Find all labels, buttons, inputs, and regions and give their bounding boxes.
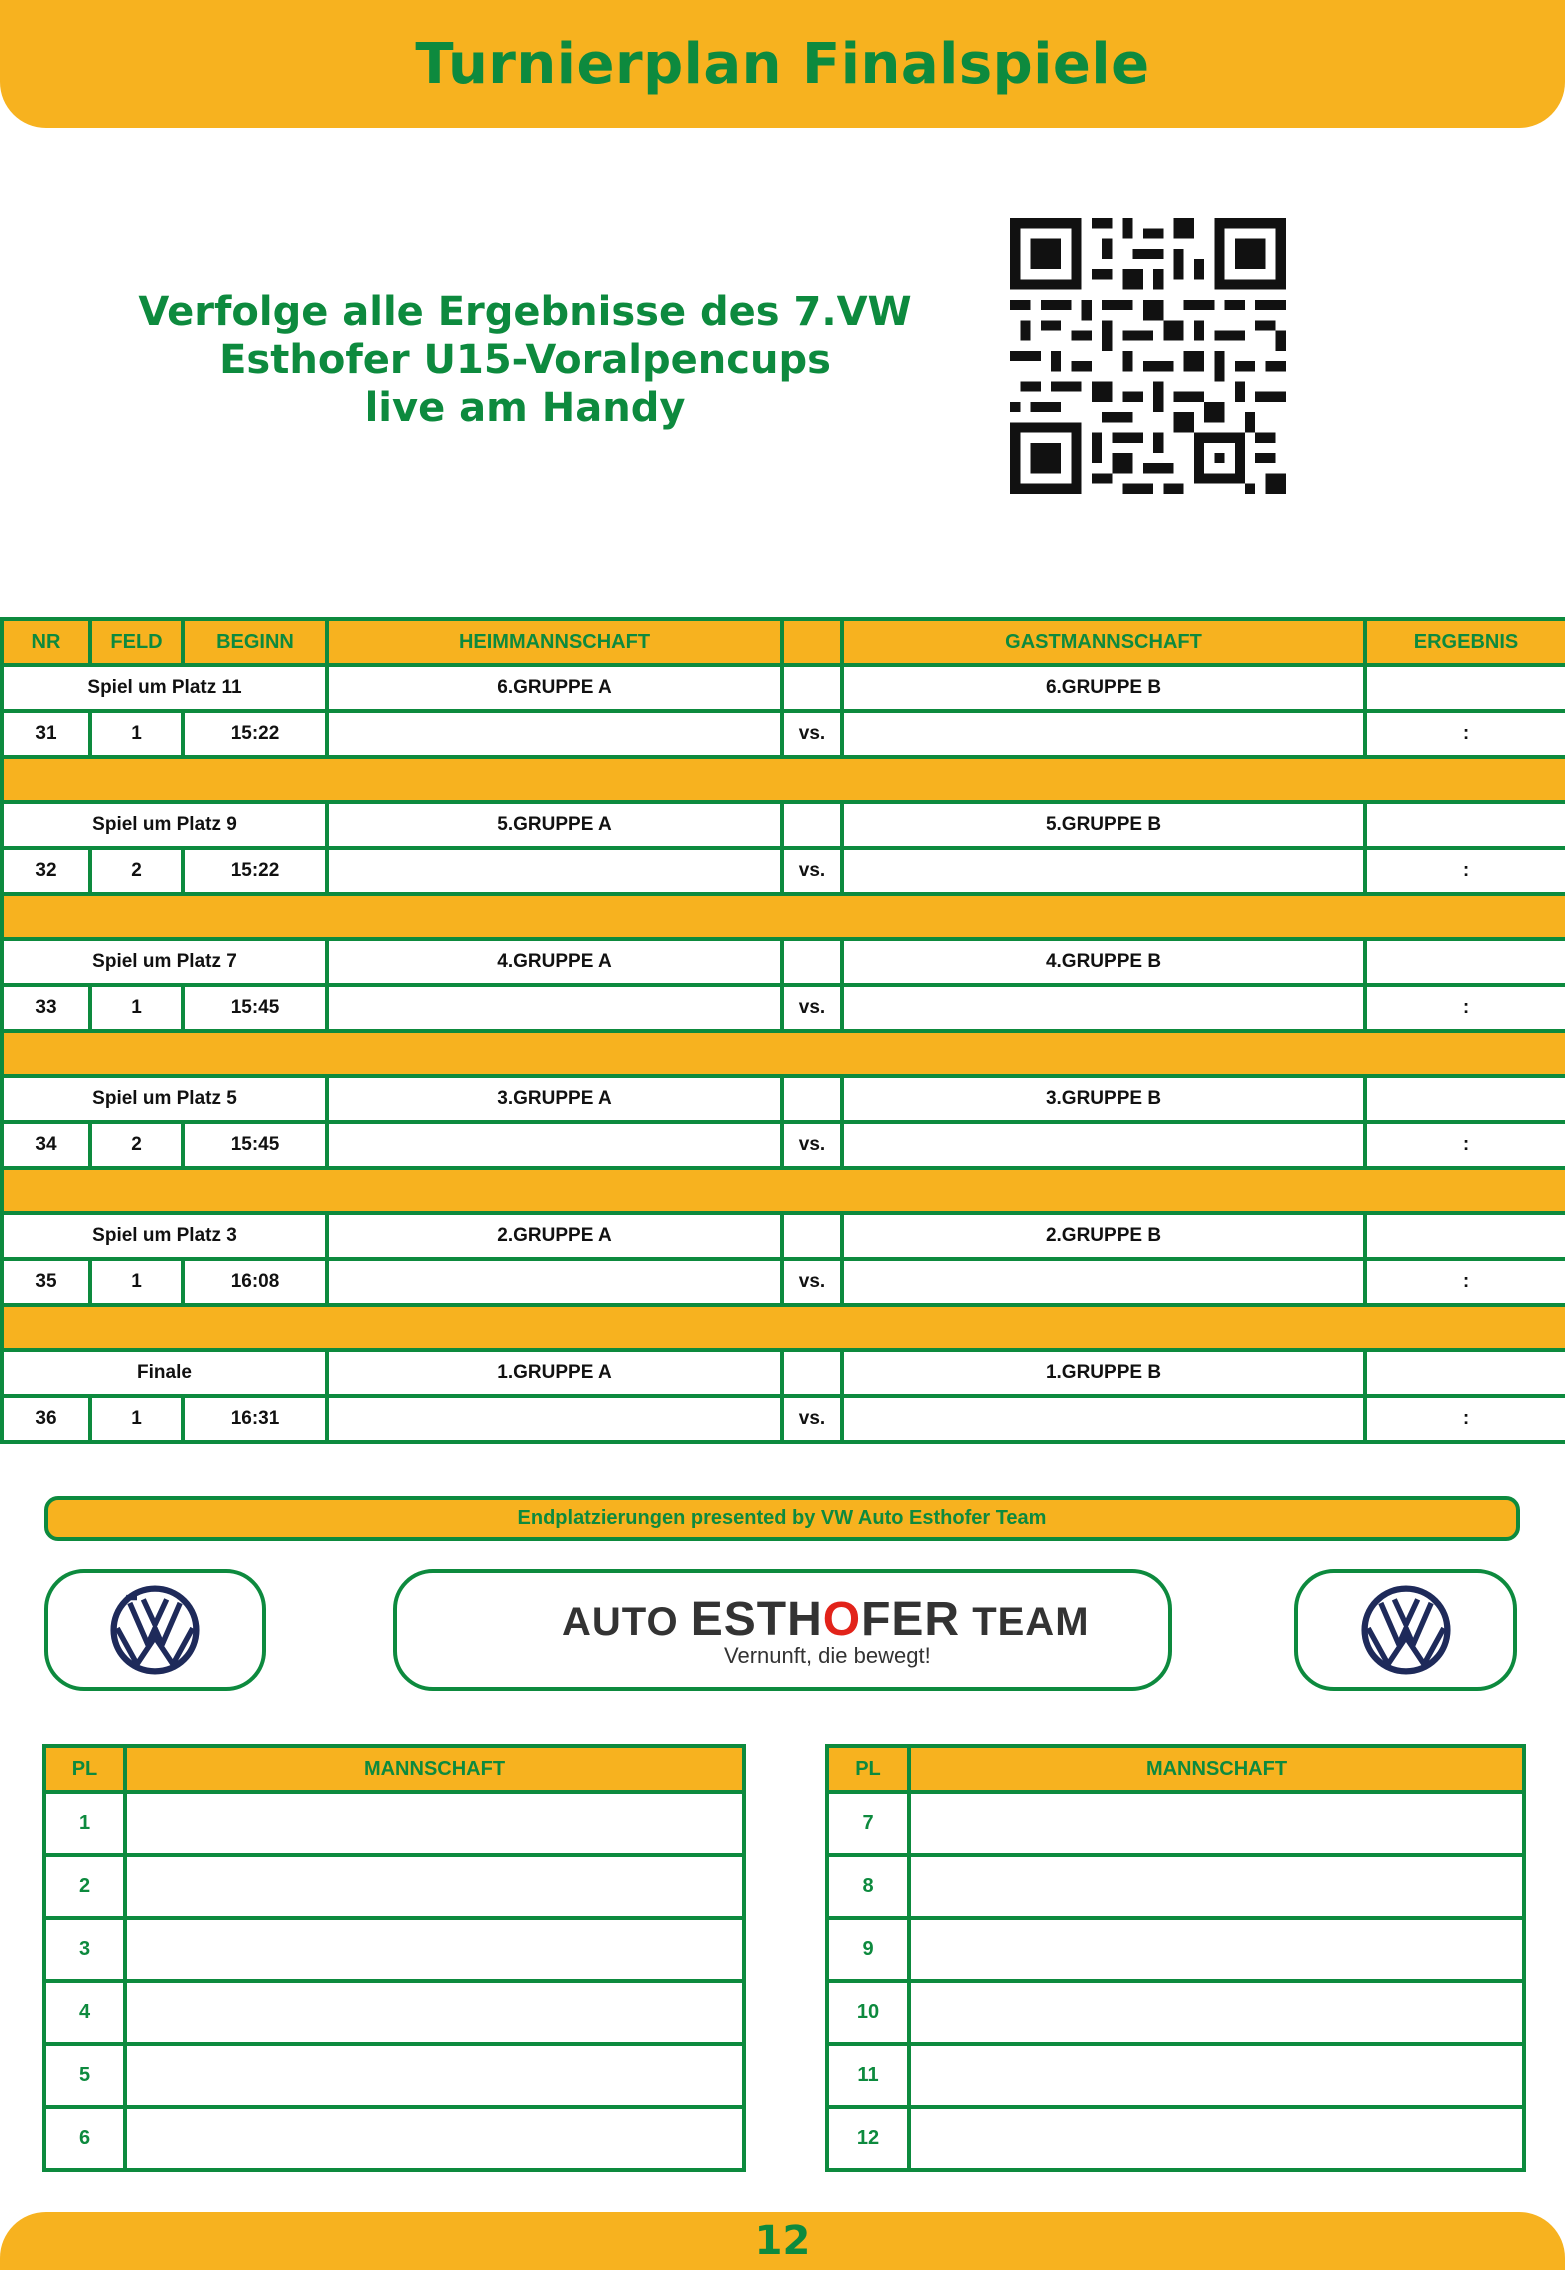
game-label: Spiel um Platz 11 <box>2 665 327 711</box>
table-header-row <box>2 619 1565 665</box>
result-field[interactable]: : <box>1365 1396 1565 1442</box>
game-row <box>2 1259 1565 1305</box>
game-row <box>2 1396 1565 1442</box>
placement-team-field[interactable] <box>909 2107 1524 2170</box>
game-feld: 2 <box>90 848 183 894</box>
page-footer <box>0 2212 1565 2270</box>
vw-logo-box-right <box>1294 1569 1517 1691</box>
result-cell-empty <box>1365 1350 1565 1396</box>
placement-team-field[interactable] <box>125 1918 744 1981</box>
home-team-field[interactable] <box>327 711 782 757</box>
placement-team-field[interactable] <box>909 1792 1524 1855</box>
game-nr: 33 <box>2 985 90 1031</box>
placement-row <box>44 1855 744 1918</box>
page-title: Turnierplan Finalspiele <box>415 31 1150 97</box>
game-label: Spiel um Platz 9 <box>2 802 327 848</box>
placement-header-row <box>44 1746 744 1792</box>
game-label-row <box>2 1350 1565 1396</box>
promo-text <box>110 288 940 432</box>
placement-header-team: MANNSCHAFT <box>125 1746 744 1792</box>
placement-row <box>44 2044 744 2107</box>
game-label-row <box>2 802 1565 848</box>
game-label-row <box>2 939 1565 985</box>
guest-team-field[interactable] <box>842 985 1365 1031</box>
game-label-row <box>2 1076 1565 1122</box>
separator <box>2 1168 1565 1213</box>
placement-row <box>44 2107 744 2170</box>
game-row <box>2 1122 1565 1168</box>
vw-logo-icon <box>1361 1585 1451 1675</box>
esthofer-logo-icon <box>562 1592 1090 1647</box>
separator <box>2 1305 1565 1350</box>
game-label: Spiel um Platz 3 <box>2 1213 327 1259</box>
guest-placeholder: 2.GRUPPE B <box>842 1213 1365 1259</box>
placement-rank: 8 <box>827 1855 909 1918</box>
result-cell-empty <box>1365 939 1565 985</box>
vs-label: vs. <box>782 1122 842 1168</box>
game-beginn: 16:31 <box>183 1396 327 1442</box>
placement-team-field[interactable] <box>909 1981 1524 2044</box>
placement-team-field[interactable] <box>909 2044 1524 2107</box>
vs-label: vs. <box>782 711 842 757</box>
placement-team-field[interactable] <box>125 1855 744 1918</box>
vs-cell-empty <box>782 939 842 985</box>
game-beginn: 15:22 <box>183 848 327 894</box>
result-cell-empty <box>1365 802 1565 848</box>
esthofer-logo-box <box>393 1569 1172 1691</box>
guest-team-field[interactable] <box>842 711 1365 757</box>
placement-row <box>827 1855 1524 1918</box>
esthofer-slogan: Vernunft, die bewegt! <box>724 1642 931 1668</box>
separator-row <box>2 1305 1565 1350</box>
guest-placeholder: 5.GRUPPE B <box>842 802 1365 848</box>
placement-rank: 6 <box>44 2107 125 2170</box>
placement-rank: 1 <box>44 1792 125 1855</box>
game-feld: 1 <box>90 1259 183 1305</box>
guest-team-field[interactable] <box>842 1396 1365 1442</box>
result-field[interactable]: : <box>1365 1122 1565 1168</box>
guest-team-field[interactable] <box>842 1122 1365 1168</box>
vw-logo-icon <box>110 1585 200 1675</box>
placement-row <box>44 1792 744 1855</box>
game-nr: 36 <box>2 1396 90 1442</box>
separator-row <box>2 1168 1565 1213</box>
column-header-home: HEIMMANNSCHAFT <box>327 619 782 665</box>
vs-label: vs. <box>782 1396 842 1442</box>
home-team-field[interactable] <box>327 1122 782 1168</box>
game-feld: 1 <box>90 985 183 1031</box>
placement-header-pl: PL <box>44 1746 125 1792</box>
guest-placeholder: 6.GRUPPE B <box>842 665 1365 711</box>
result-field[interactable]: : <box>1365 985 1565 1031</box>
placement-rank: 10 <box>827 1981 909 2044</box>
guest-placeholder: 3.GRUPPE B <box>842 1076 1365 1122</box>
home-team-field[interactable] <box>327 1396 782 1442</box>
result-field[interactable]: : <box>1365 1259 1565 1305</box>
game-beginn: 16:08 <box>183 1259 327 1305</box>
placement-team-field[interactable] <box>125 2107 744 2170</box>
column-header-result: ERGEBNIS <box>1365 619 1565 665</box>
separator-row <box>2 894 1565 939</box>
home-placeholder: 5.GRUPPE A <box>327 802 782 848</box>
page-number: 12 <box>754 2218 811 2264</box>
vs-label: vs. <box>782 1259 842 1305</box>
game-label: Spiel um Platz 5 <box>2 1076 327 1122</box>
separator <box>2 1031 1565 1076</box>
game-label: Finale <box>2 1350 327 1396</box>
title-bar <box>0 0 1565 128</box>
game-row <box>2 985 1565 1031</box>
esthofer-logo-auto: AUTO <box>562 1599 691 1644</box>
placement-row <box>827 2044 1524 2107</box>
game-beginn: 15:45 <box>183 1122 327 1168</box>
home-placeholder: 1.GRUPPE A <box>327 1350 782 1396</box>
placement-team-field[interactable] <box>909 1918 1524 1981</box>
placement-row <box>827 1792 1524 1855</box>
placement-row <box>44 1918 744 1981</box>
separator-row <box>2 757 1565 802</box>
result-cell-empty <box>1365 1213 1565 1259</box>
game-nr: 35 <box>2 1259 90 1305</box>
placement-row <box>827 1981 1524 2044</box>
placement-rank: 11 <box>827 2044 909 2107</box>
vw-logo-box-left <box>44 1569 266 1691</box>
game-feld: 2 <box>90 1122 183 1168</box>
placement-header-team: MANNSCHAFT <box>909 1746 1524 1792</box>
game-nr: 34 <box>2 1122 90 1168</box>
sponsor-bar <box>44 1496 1520 1541</box>
separator-row <box>2 1031 1565 1076</box>
game-row <box>2 848 1565 894</box>
game-nr: 32 <box>2 848 90 894</box>
guest-placeholder: 1.GRUPPE B <box>842 1350 1365 1396</box>
placement-team-field[interactable] <box>125 2044 744 2107</box>
game-label-row <box>2 1213 1565 1259</box>
game-beginn: 15:22 <box>183 711 327 757</box>
guest-team-field[interactable] <box>842 1259 1365 1305</box>
home-placeholder: 2.GRUPPE A <box>327 1213 782 1259</box>
home-placeholder: 4.GRUPPE A <box>327 939 782 985</box>
vs-label: vs. <box>782 985 842 1031</box>
promo-line: live am Handy <box>364 385 686 431</box>
placement-team-field[interactable] <box>125 1981 744 2044</box>
game-feld: 1 <box>90 711 183 757</box>
vs-cell-empty <box>782 1076 842 1122</box>
game-nr: 31 <box>2 711 90 757</box>
placement-rank: 12 <box>827 2107 909 2170</box>
promo-line: Verfolge alle Ergebnisse des 7.VW <box>138 289 912 335</box>
column-header-guest: GASTMANNSCHAFT <box>842 619 1365 665</box>
home-placeholder: 3.GRUPPE A <box>327 1076 782 1122</box>
game-feld: 1 <box>90 1396 183 1442</box>
promo-line: Esthofer U15-Voralpencups <box>219 337 831 383</box>
vs-cell-empty <box>782 1350 842 1396</box>
game-beginn: 15:45 <box>183 985 327 1031</box>
placement-team-field[interactable] <box>125 1792 744 1855</box>
home-team-field[interactable] <box>327 985 782 1031</box>
placement-table-left <box>42 1744 746 2172</box>
placement-rank: 7 <box>827 1792 909 1855</box>
placement-rank: 9 <box>827 1918 909 1981</box>
game-row <box>2 711 1565 757</box>
vs-cell-empty <box>782 802 842 848</box>
placement-rank: 3 <box>44 1918 125 1981</box>
home-team-field[interactable] <box>327 848 782 894</box>
sponsor-bar-text: Endplatzierungen presented by VW Auto Esthofer Team <box>517 1507 1047 1529</box>
esthofer-logo-name: ESTHOFER <box>690 1592 961 1646</box>
home-placeholder: 6.GRUPPE A <box>327 665 782 711</box>
home-team-field[interactable] <box>327 1259 782 1305</box>
guest-placeholder: 4.GRUPPE B <box>842 939 1365 985</box>
guest-team-field[interactable] <box>842 848 1365 894</box>
placement-table-right <box>825 1744 1526 2172</box>
placement-header-row <box>827 1746 1524 1792</box>
placement-header-pl: PL <box>827 1746 909 1792</box>
result-field[interactable]: : <box>1365 711 1565 757</box>
result-cell-empty <box>1365 665 1565 711</box>
game-label-row <box>2 665 1565 711</box>
placement-row <box>827 2107 1524 2170</box>
vs-cell-empty <box>782 665 842 711</box>
placement-row <box>44 1981 744 2044</box>
separator <box>2 894 1565 939</box>
vs-cell-empty <box>782 1213 842 1259</box>
match-schedule-table <box>0 617 1565 1444</box>
placement-row <box>827 1918 1524 1981</box>
column-header-nr: NR <box>2 619 90 665</box>
separator <box>2 757 1565 802</box>
column-header-beginn: BEGINN <box>183 619 327 665</box>
placement-rank: 2 <box>44 1855 125 1918</box>
qr-code-icon[interactable] <box>1000 206 1296 506</box>
game-label: Spiel um Platz 7 <box>2 939 327 985</box>
column-header-vs <box>782 619 842 665</box>
vs-label: vs. <box>782 848 842 894</box>
placement-rank: 5 <box>44 2044 125 2107</box>
esthofer-logo-team: TEAM <box>960 1599 1090 1644</box>
placement-rank: 4 <box>44 1981 125 2044</box>
result-field[interactable]: : <box>1365 848 1565 894</box>
result-cell-empty <box>1365 1076 1565 1122</box>
placement-team-field[interactable] <box>909 1855 1524 1918</box>
column-header-feld: FELD <box>90 619 183 665</box>
